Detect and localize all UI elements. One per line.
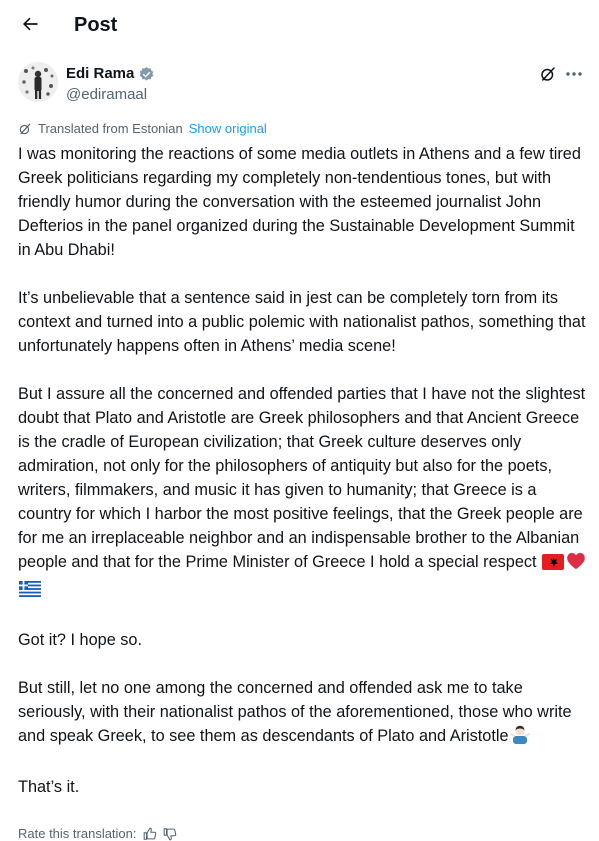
rate-translation	[18, 826, 177, 841]
post-paragraph-text: But still, let no one among the concerned and offended ask me to take seriously, with their nationalist pathos of the aforementioned, those who write and speak Greek, to see them as descendants of Plato and Aristotle	[18, 679, 572, 745]
more-icon	[565, 71, 583, 77]
red-heart-icon	[566, 552, 586, 577]
page-title: Post	[74, 14, 118, 36]
post-author	[18, 62, 584, 106]
avatar-image	[18, 62, 58, 102]
post-paragraph	[18, 676, 588, 751]
grok-button[interactable]	[538, 64, 558, 84]
post-paragraph: It’s unbelievable that a sentence said in jest can be completely torn from its context and turned into a public polemic with nationalist pathos, something that unfortunately happens often in Athens’ media scene!	[18, 289, 586, 355]
verified-badge-icon	[138, 66, 155, 83]
show-original-link[interactable]: Show original	[188, 121, 267, 136]
more-options-button[interactable]	[562, 64, 586, 84]
author-name[interactable]: Edi Rama	[66, 65, 135, 82]
thumbs-down-icon[interactable]	[163, 827, 177, 841]
back-arrow-icon	[20, 14, 40, 34]
grok-icon	[539, 65, 557, 83]
post-paragraph	[18, 382, 588, 604]
avatar[interactable]	[18, 62, 58, 102]
albania-flag-icon	[542, 553, 564, 577]
post-paragraph-text: But I assure all the concerned and offended parties that I have not the slightest doubt that Plato and Aristotle are Greek philosophers and that Ancient Greece is the cradle of European civilization; that Greek culture deserves only admiration, not only for the philosophers of antiquity but also for the poets, writers, filmmakers, and music it has given to humanity; that Greece is a country for which I harbor the most positive feelings, that the Greek people are for me an irreplaceable neighbor and an indispensable brother to the Albanian people and that for the Prime Minister of Greece I hold a special respect	[18, 385, 586, 571]
rate-translation-label: Rate this translation:	[18, 826, 137, 841]
translate-icon	[18, 122, 32, 136]
author-handle[interactable]: @ediramaal	[66, 86, 148, 103]
top-bar	[0, 0, 599, 52]
thumbs-up-icon[interactable]	[143, 827, 157, 841]
post-paragraph: That’s it.	[18, 778, 80, 796]
post-paragraph: Got it? I hope so.	[18, 631, 142, 649]
shrug-icon	[510, 724, 530, 751]
translated-label: Translated from Estonian	[38, 121, 183, 136]
post-paragraph: I was monitoring the reactions of some media outlets in Athens and a few tired Greek politicians regarding my completely non-tendentious tones, but with friendly humor during the conversation with the esteemed journalist John Defterios in the panel organized during the Sustainable Development Summit in Abu Dhabi!	[18, 145, 581, 259]
translation-notice	[18, 121, 267, 137]
post-text	[18, 142, 588, 823]
back-button[interactable]	[14, 8, 46, 40]
greece-flag-icon	[19, 580, 41, 604]
